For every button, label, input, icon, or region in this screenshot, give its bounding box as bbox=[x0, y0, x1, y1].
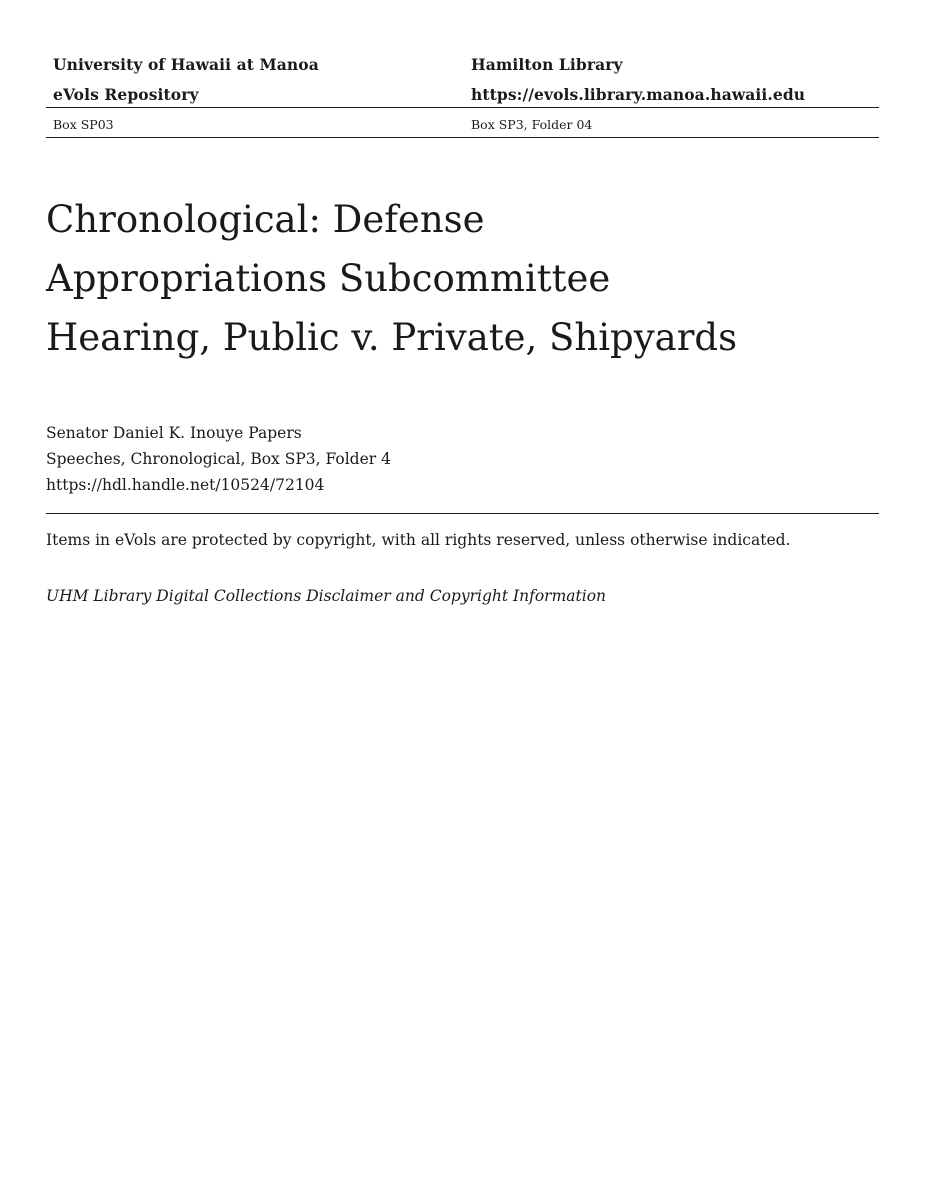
rights-divider bbox=[46, 513, 879, 514]
repository-url: https://evols.library.manoa.hawaii.edu bbox=[471, 85, 806, 104]
institution-name: University of Hawaii at Manoa bbox=[53, 55, 319, 74]
box-label-right: Box SP3, Folder 04 bbox=[471, 117, 593, 132]
rights-statement: Items in eVols are protected by copyright, with all rights reserved, unless otherwise indicated. bbox=[46, 531, 791, 549]
document-title bbox=[46, 190, 879, 367]
header-divider-top bbox=[46, 107, 879, 108]
library-name: Hamilton Library bbox=[471, 55, 623, 74]
repository-name: eVols Repository bbox=[53, 85, 199, 104]
disclaimer-link[interactable]: UHM Library Digital Collections Disclaimer and Copyright Information bbox=[46, 587, 607, 605]
series-info: Speeches, Chronological, Box SP3, Folder 4 bbox=[46, 450, 391, 468]
title-line-1: Chronological: Defense bbox=[46, 198, 485, 241]
collection-name: Senator Daniel K. Inouye Papers bbox=[46, 424, 302, 442]
document-metadata bbox=[46, 420, 879, 498]
title-line-2: Appropriations Subcommittee bbox=[46, 257, 611, 300]
box-label-left: Box SP03 bbox=[53, 117, 114, 132]
box-row bbox=[46, 115, 879, 135]
header-row-1 bbox=[46, 52, 879, 82]
document-header bbox=[46, 52, 879, 112]
handle-url: https://hdl.handle.net/10524/72104 bbox=[46, 476, 325, 494]
title-line-3: Hearing, Public v. Private, Shipyards bbox=[46, 316, 738, 359]
header-divider-bottom bbox=[46, 137, 879, 138]
